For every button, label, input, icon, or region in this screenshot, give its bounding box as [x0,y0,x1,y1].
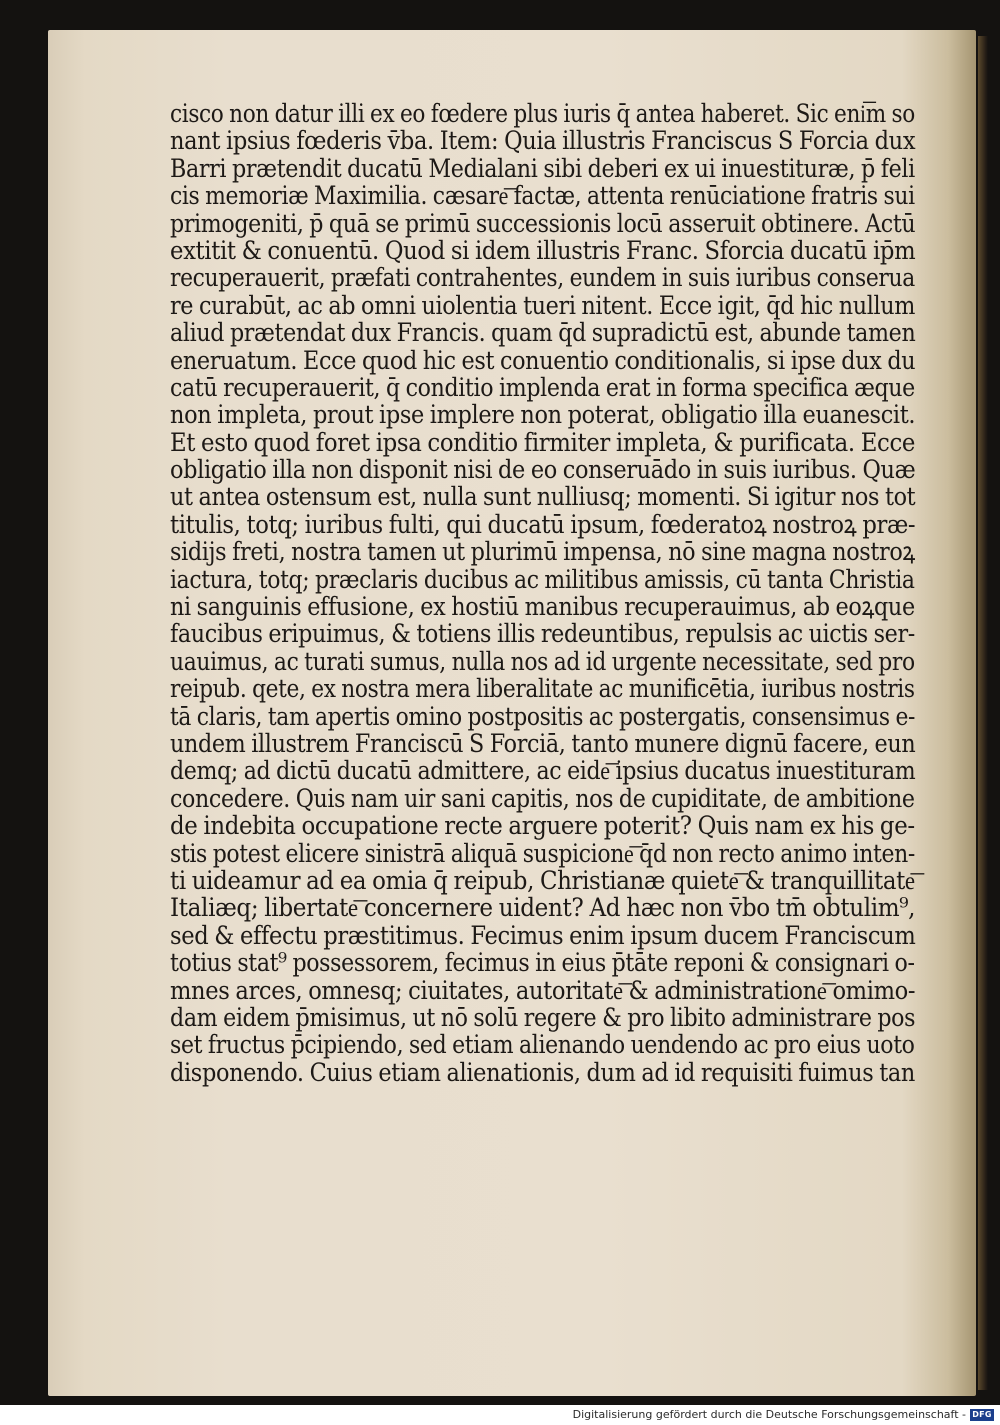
page-text [170,100,915,1086]
text-line: faucibus eripuimus, & totiens illis redeuntibus, repulsis ac uictis ser- [170,619,915,649]
text-line: titulis, totq; iuribus fulti, qui ducatū ipsum, fœderatoꝝ nostroꝝ præ- [170,509,916,539]
text-line: cisco non datur illi ex eo fœdere plus iuris q̄ antea haberet. Sic eni͞m so [170,99,915,128]
text-line: extitit & conuentū. Quod si idem illustris Franc. Sforcia ducatū ip̄m [170,235,916,265]
text-line: non impleta, prout ipse implere non poterat, obligatio illa euanescit. [170,400,916,430]
funding-notice: Digitalisierung gefördert durch die Deutsche Forschungsgemeinschaft - [572,1408,966,1421]
text-line: cis memoriæ Maximilia. cæsare͞ factæ, attenta renūciatione fratris sui [170,181,915,211]
text-line: reipub. qete, ex nostra mera liberalitate ac munificētia, iuribus nostris [170,674,915,704]
text-line: iactura, totq; præclaris ducibus ac militibus amissis, cū tanta Christia [170,564,915,594]
text-line: ut antea ostensum est, nulla sunt nulliusq; momenti. Si igitur nos tot [170,482,916,512]
text-line: catū recuperauerit, q̄ conditio implenda erat in forma specifica æque [170,372,915,402]
footer-bar [0,1405,1000,1425]
text-line: sed & effectu præstitimus. Fecimus enim ipsum ducem Franciscum [170,920,916,950]
text-line: recuperauerit, præfati contrahentes, eundem in suis iuribus conserua [170,263,915,293]
text-line: demq; ad dictū ducatū admittere, ac eide͞ ipsius ducatus inuestituram [170,756,916,786]
text-line: nant ipsius fœderis v̄ba. Item: Quia illustris Franciscus S Forcia dux [170,126,916,156]
text-line: sidijs freti, nostra tamen ut plurimū impensa, nō sine magna nostroꝝ [170,537,915,567]
text-line: primogeniti, p̄ quā se primū successionis locū asseruit obtinere. Actū [170,208,916,238]
text-line: aliud prætendat dux Francis. quam q̄d supradictū est, abunde tamen [170,318,916,348]
text-line: de indebita occupatione recte arguere poterit? Quis nam ex his ge- [170,811,915,841]
text-line: stis potest elicere sinistrā aliquā suspicione͞ q̄d non recto animo inten- [170,838,916,868]
text-line: tā claris, tam apertis omino postpositis ac postergatis, consensimus e- [170,701,916,731]
text-line: dam eidem p̄misimus, ut nō solū regere & pro libito administrare pos [170,1002,916,1032]
text-line: uauimus, ac turati sumus, nulla nos ad id urgente necessitate, sed pro [170,646,915,676]
text-line: Et esto quod foret ipsa conditio firmiter impleta, & purificata. Ecce [170,427,916,457]
text-line: ni sanguinis effusione, ex hostiū manibus recuperauimus, ab eoꝝque [170,592,915,622]
text-line: concedere. Quis nam uir sani capitis, nos de cupiditate, de ambitione [170,783,915,813]
text-line: re curabūt, ac ab omni uiolentia tueri nitent. Ecce igit, q̄d hic nullum [170,290,916,320]
dfg-logo-icon: DFG [970,1409,994,1421]
text-line: ti uideamur ad ea omia q̄ reipub, Christianæ quiete͞ & tranquillitate͞ [170,865,915,895]
text-line: Italiæq; libertate͞ concernere uident? Ad hæc non v̄bo tm̄ obtulim⁹, [170,893,916,923]
text-line: obligatio illa non disponit nisi de eo conseruādo in suis iuribus. Quæ [170,455,916,485]
book-edge [978,36,988,1390]
text-line: disponendo. Cuius etiam alienationis, dum ad id requisiti fuimus tan [170,1057,916,1087]
text-line: undem illustrem Franciscū S Forciā, tanto munere dignū facere, eun [170,728,916,758]
text-line: eneruatum. Ecce quod hic est conuentio conditionalis, si ipse dux du [170,345,916,375]
text-line: set fructus p̄cipiendo, sed etiam alienando uendendo ac pro eius uoto [170,1030,915,1060]
text-line: mnes arces, omnesq; ciuitates, autoritate͞ & administratione͞ omimo- [170,975,916,1005]
text-line: Barri prætendit ducatū Medialani sibi deberi ex ui inuestituræ, p̄ feli [170,153,915,183]
text-line: totius stat⁹ possessorem, fecimus in eius p̄tāte reponi & consignari o- [170,948,915,978]
